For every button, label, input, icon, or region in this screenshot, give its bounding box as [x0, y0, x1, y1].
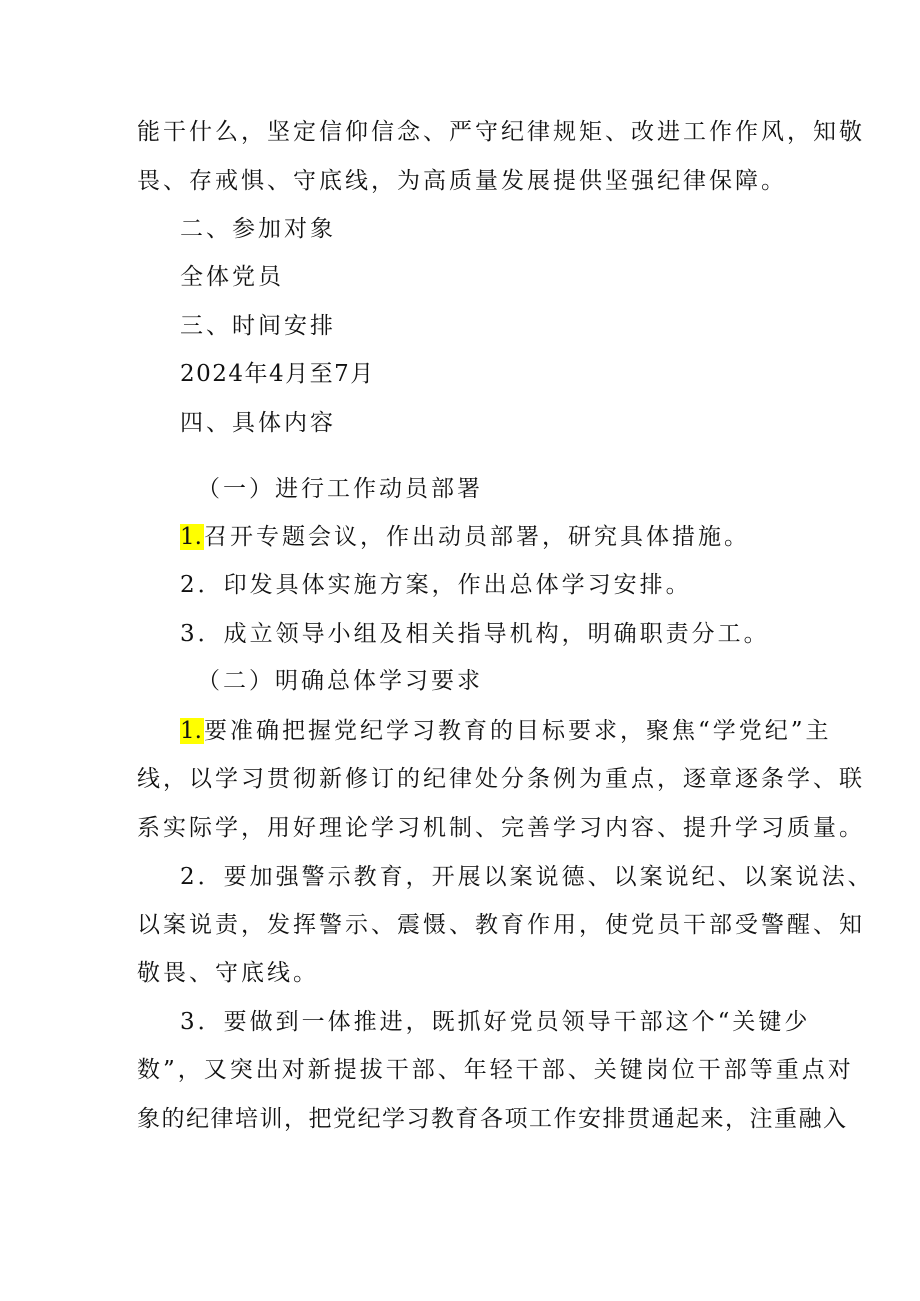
list-item-text: 要准确把握党纪学习教育的目标要求，聚焦“学党纪”主	[203, 718, 832, 744]
paragraph-line: 能干什么，坚定信仰信念、严守纪律规矩、改进工作作风，知敬	[137, 119, 865, 145]
list-item: 3．要做到一体推进，既抓好党员领导干部这个“关键少	[180, 1009, 811, 1035]
paragraph-line: 2024年4月至7月	[180, 361, 375, 387]
paragraph-line: 象的纪律培训，把党纪学习教育各项工作安排贯通起来，注重融入	[137, 1106, 848, 1132]
paragraph-line: 全体党员	[180, 264, 284, 290]
list-item: 2．印发具体实施方案，作出总体学习安排。	[180, 572, 692, 598]
list-item-text: 召开专题会议，作出动员部署，研究具体措施。	[203, 524, 750, 550]
paragraph-line: 线，以学习贯彻新修订的纪律处分条例为重点，逐章逐条学、联	[137, 766, 865, 792]
paragraph-line: 系实际学，用好理论学习机制、完善学习内容、提升学习质量。	[137, 815, 865, 841]
list-item	[180, 522, 750, 552]
subsection-heading: （二）明确总体学习要求	[197, 668, 483, 694]
paragraph-line: 数”，又突出对新提拔干部、年轻干部、关键岗位干部等重点对	[137, 1057, 854, 1083]
list-item: 3．成立领导小组及相关指导机构，明确职责分工。	[180, 621, 770, 647]
section-heading: 三、时间安排	[180, 313, 336, 339]
highlighted-number: 1.	[180, 718, 202, 744]
list-item: 2．要加强警示教育，开展以案说德、以案说纪、以案说法、	[180, 864, 874, 890]
highlighted-number: 1.	[180, 524, 202, 550]
paragraph-line: 敬畏、守底线。	[137, 960, 319, 986]
list-item	[180, 716, 831, 746]
paragraph-line: 以案说责，发挥警示、震慑、教育作用，使党员干部受警醒、知	[137, 912, 865, 938]
section-heading: 四、具体内容	[180, 410, 336, 436]
section-heading: 二、参加对象	[180, 216, 336, 242]
paragraph-line: 畏、存戒惧、守底线，为高质量发展提供坚强纪律保障。	[137, 168, 787, 194]
subsection-heading: （一）进行工作动员部署	[197, 476, 483, 502]
